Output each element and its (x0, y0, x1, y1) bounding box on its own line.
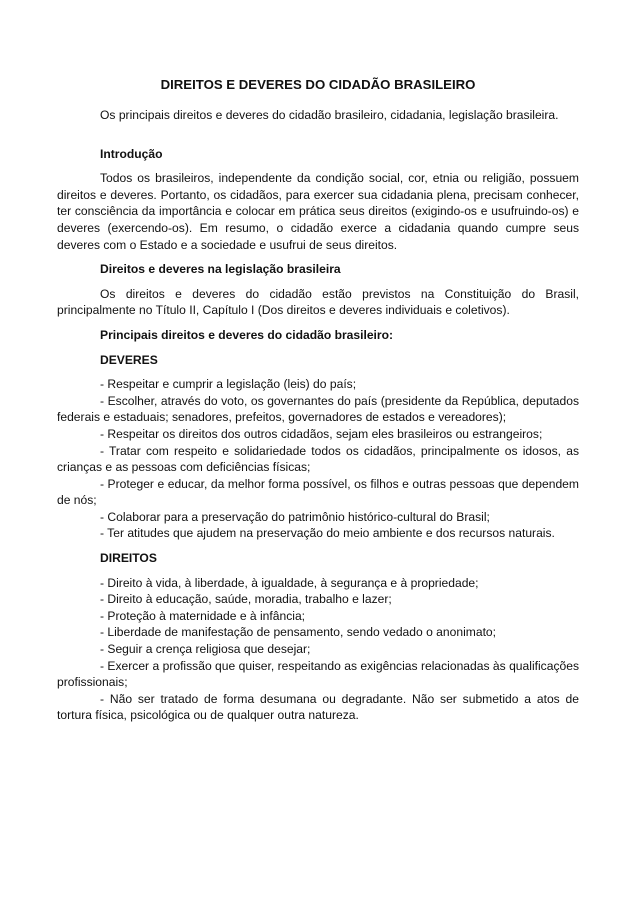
legislation-heading: Direitos e deveres na legislação brasileira (100, 262, 341, 277)
intro-heading: Introdução (100, 146, 163, 161)
list-item: - Colaborar para a preservação do patrimônio histórico-cultural do Brasil; (100, 509, 490, 524)
direitos-list (57, 575, 579, 724)
list-item: - Liberdade de manifestação de pensamento, sendo vedado o anonimato; (100, 625, 497, 640)
list-item: - Proteção à maternidade e à infância; (100, 608, 306, 623)
list-item: - Direito à educação, saúde, moradia, trabalho e lazer; (100, 592, 392, 607)
legislation-paragraph: Os direitos e deveres do cidadão estão previstos na Constituição do Brasil, principalmente no Título II, Capítulo I (Dos direitos e deveres individuais e coletivos). (57, 286, 579, 318)
document-subtitle: Os principais direitos e deveres do cidadão brasileiro, cidadania, legislação brasileira. (100, 108, 559, 122)
document-title: DIREITOS E DEVERES DO CIDADÃO BRASILEIRO (160, 77, 476, 92)
list-item: - Escolher, através do voto, os governantes do país (presidente da República, deputados federais e estaduais; senadores, prefeitos, governadores de estados e vereadores); (57, 393, 579, 425)
list-item: - Respeitar os direitos dos outros cidadãos, sejam eles brasileiros ou estrangeiros; (100, 426, 543, 441)
deveres-heading: DEVERES (100, 352, 158, 367)
list-item: - Seguir a crença religiosa que desejar; (100, 642, 311, 657)
list-item: - Respeitar e cumprir a legislação (leis) do país; (100, 377, 357, 392)
main-heading: Principais direitos e deveres do cidadão brasileiro: (100, 327, 394, 342)
list-item: - Não ser tratado de forma desumana ou degradante. Não ser submetido a atos de tortura física, psicológica ou de qualquer outra natureza. (57, 691, 579, 723)
list-item: - Proteger e educar, da melhor forma possível, os filhos e outras pessoas que dependem de nós; (57, 476, 579, 508)
intro-paragraph: Todos os brasileiros, independente da condição social, cor, etnia ou religião, possuem direitos e deveres. Portanto, os cidadãos, para exercer sua cidadania plena, precisam conhecer, ter consciência da importância e colocar em prática seus direitos (exigindo-os e usufruindo-os) e deveres (exercendo-os). Em resumo, o cidadão exerce a cidadania quando cumpre seus deveres com o Estado e a sociedade e usufrui de seus direitos. (57, 171, 579, 252)
deveres-list (57, 376, 579, 542)
list-item: - Tratar com respeito e solidariedade todos os cidadãos, principalmente os idosos, as crianças e as pessoas com deficiências físicas; (57, 443, 579, 475)
direitos-heading: DIREITOS (100, 551, 157, 566)
document-page (57, 76, 579, 724)
list-item: - Ter atitudes que ajudem na preservação do meio ambiente e dos recursos naturais. (100, 526, 555, 541)
list-item: - Direito à vida, à liberdade, à igualdade, à segurança e à propriedade; (100, 575, 479, 590)
list-item: - Exercer a profissão que quiser, respeitando as exigências relacionadas às qualificações profissionais; (57, 658, 579, 690)
